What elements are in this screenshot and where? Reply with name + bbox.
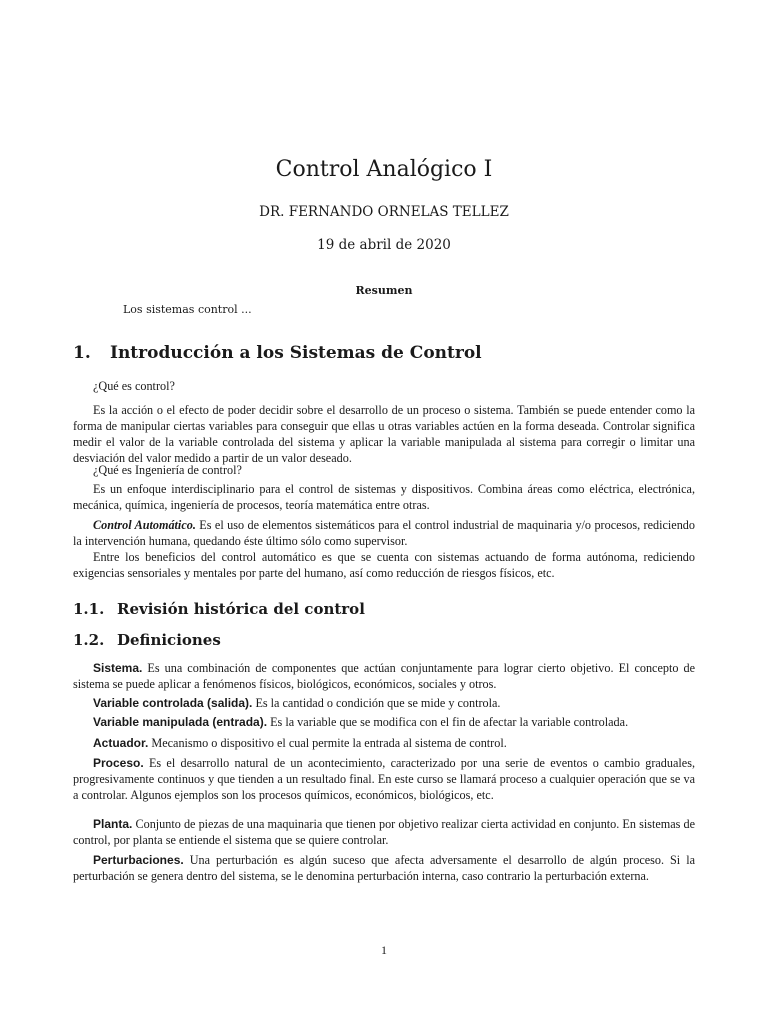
definition-text: Una perturbación es algún suceso que afecta adversamente el desarrollo de algún proceso. Si la perturbación se genera dentro del sistema, se le denomina perturbación interna, caso contrario la perturbación externa. bbox=[73, 853, 695, 884]
page-number: 1 bbox=[381, 943, 387, 957]
paragraph-automatic-control bbox=[73, 517, 695, 549]
definition-process bbox=[73, 755, 695, 803]
section-title: Introducción a los Sistemas de Control bbox=[110, 343, 482, 363]
subsection-title: Definiciones bbox=[117, 631, 221, 649]
paragraph-control-engineering: Es un enfoque interdisciplinario para el control de sistemas y dispositivos. Combina áreas como eléctrica, electrónica, mecánica, química, ingeniería de procesos, teoría matemática entre otras. bbox=[73, 482, 695, 513]
definition-term: Sistema. bbox=[93, 661, 143, 675]
subsection-heading-1-1 bbox=[73, 599, 365, 619]
definition-system bbox=[73, 660, 695, 692]
definition-actuator bbox=[73, 735, 695, 751]
definition-disturbances bbox=[73, 852, 695, 884]
definition-text: Es la cantidad o condición que se mide y controla. bbox=[252, 696, 501, 710]
subsection-number: 1.2. bbox=[73, 631, 105, 649]
definition-text: Mecanismo o dispositivo el cual permite la entrada al sistema de control. bbox=[148, 736, 507, 750]
definition-term: Perturbaciones. bbox=[93, 853, 184, 867]
automatic-control-text: Es el uso de elementos sistemáticos para el control industrial de maquinaria y/o procesos, rediciendo la intervención humana, quedando éste último sólo como supervisor. bbox=[73, 518, 695, 549]
definition-text: Conjunto de piezas de una maquinaria que tienen por objetivo realizar cierta actividad en conjunto. En sistemas de control, por planta se entiende el sistema que se quiere controlar. bbox=[73, 817, 695, 848]
definition-text: Es una combinación de componentes que actúan conjuntamente para lograr cierto objetivo. El concepto de sistema se puede aplicar a fenómenos físicos, biológicos, económicos, sociales y otros. bbox=[73, 661, 695, 692]
section-number: 1. bbox=[73, 343, 91, 363]
question-control-engineering: ¿Qué es Ingeniería de control? bbox=[93, 463, 242, 477]
author-name: DR. FERNANDO ORNELAS TELLEZ bbox=[259, 204, 509, 220]
question-control: ¿Qué es control? bbox=[93, 379, 175, 393]
definition-plant bbox=[73, 816, 695, 848]
definition-term: Variable manipulada (entrada). bbox=[93, 715, 268, 729]
abstract-heading: Resumen bbox=[355, 284, 413, 297]
definition-text: Es la variable que se modifica con el fin de afectar la variable controlada. bbox=[267, 715, 629, 729]
subsection-number: 1.1. bbox=[73, 600, 105, 618]
definition-text: Es el desarrollo natural de un acontecimiento, caracterizado por una serie de eventos o cambio graduales, progresivamente continuos y que tienden a un resultado final. En este curso se llamará proceso a cualquier operación que se va a controlar. Algunos ejemplos son los procesos químicos, económicos, biológicos, etc. bbox=[73, 756, 695, 803]
definition-term: Variable controlada (salida). bbox=[93, 696, 253, 710]
paper-title: Control Analógico I bbox=[275, 157, 493, 182]
definition-controlled-variable bbox=[73, 695, 695, 711]
definition-term: Actuador. bbox=[93, 736, 149, 750]
paragraph-benefits: Entre los beneficios del control automático es que se cuenta con sistemas actuando de forma autónoma, rediciendo exigencias sensoriales y mentales por parte del humano, así como reducción de riesgos físicos, etc. bbox=[73, 550, 695, 581]
definition-term: Proceso. bbox=[93, 756, 144, 770]
subsection-heading-1-2 bbox=[73, 630, 221, 650]
definition-term: Planta. bbox=[93, 817, 133, 831]
paragraph-control-definition: Es la acción o el efecto de poder decidir sobre el desarrollo de un proceso o sistema. También se puede entender como la forma de manipular ciertas variables para conseguir que ellas u otras variables actúen en la forma deseada. Controlar significa medir el valor de la variable controlada del sistema y aplicar la variable manipulada al sistema para corregir o limitar una desviación del valor medido a partir de un valor deseado. bbox=[73, 403, 695, 466]
paper-date: 19 de abril de 2020 bbox=[317, 237, 451, 253]
subsection-title: Revisión histórica del control bbox=[117, 600, 365, 618]
term-automatic-control: Control Automático. bbox=[93, 518, 196, 532]
abstract-text: Los sistemas control ... bbox=[123, 303, 252, 316]
section-heading-1 bbox=[73, 342, 482, 364]
definition-manipulated-variable bbox=[73, 714, 695, 730]
